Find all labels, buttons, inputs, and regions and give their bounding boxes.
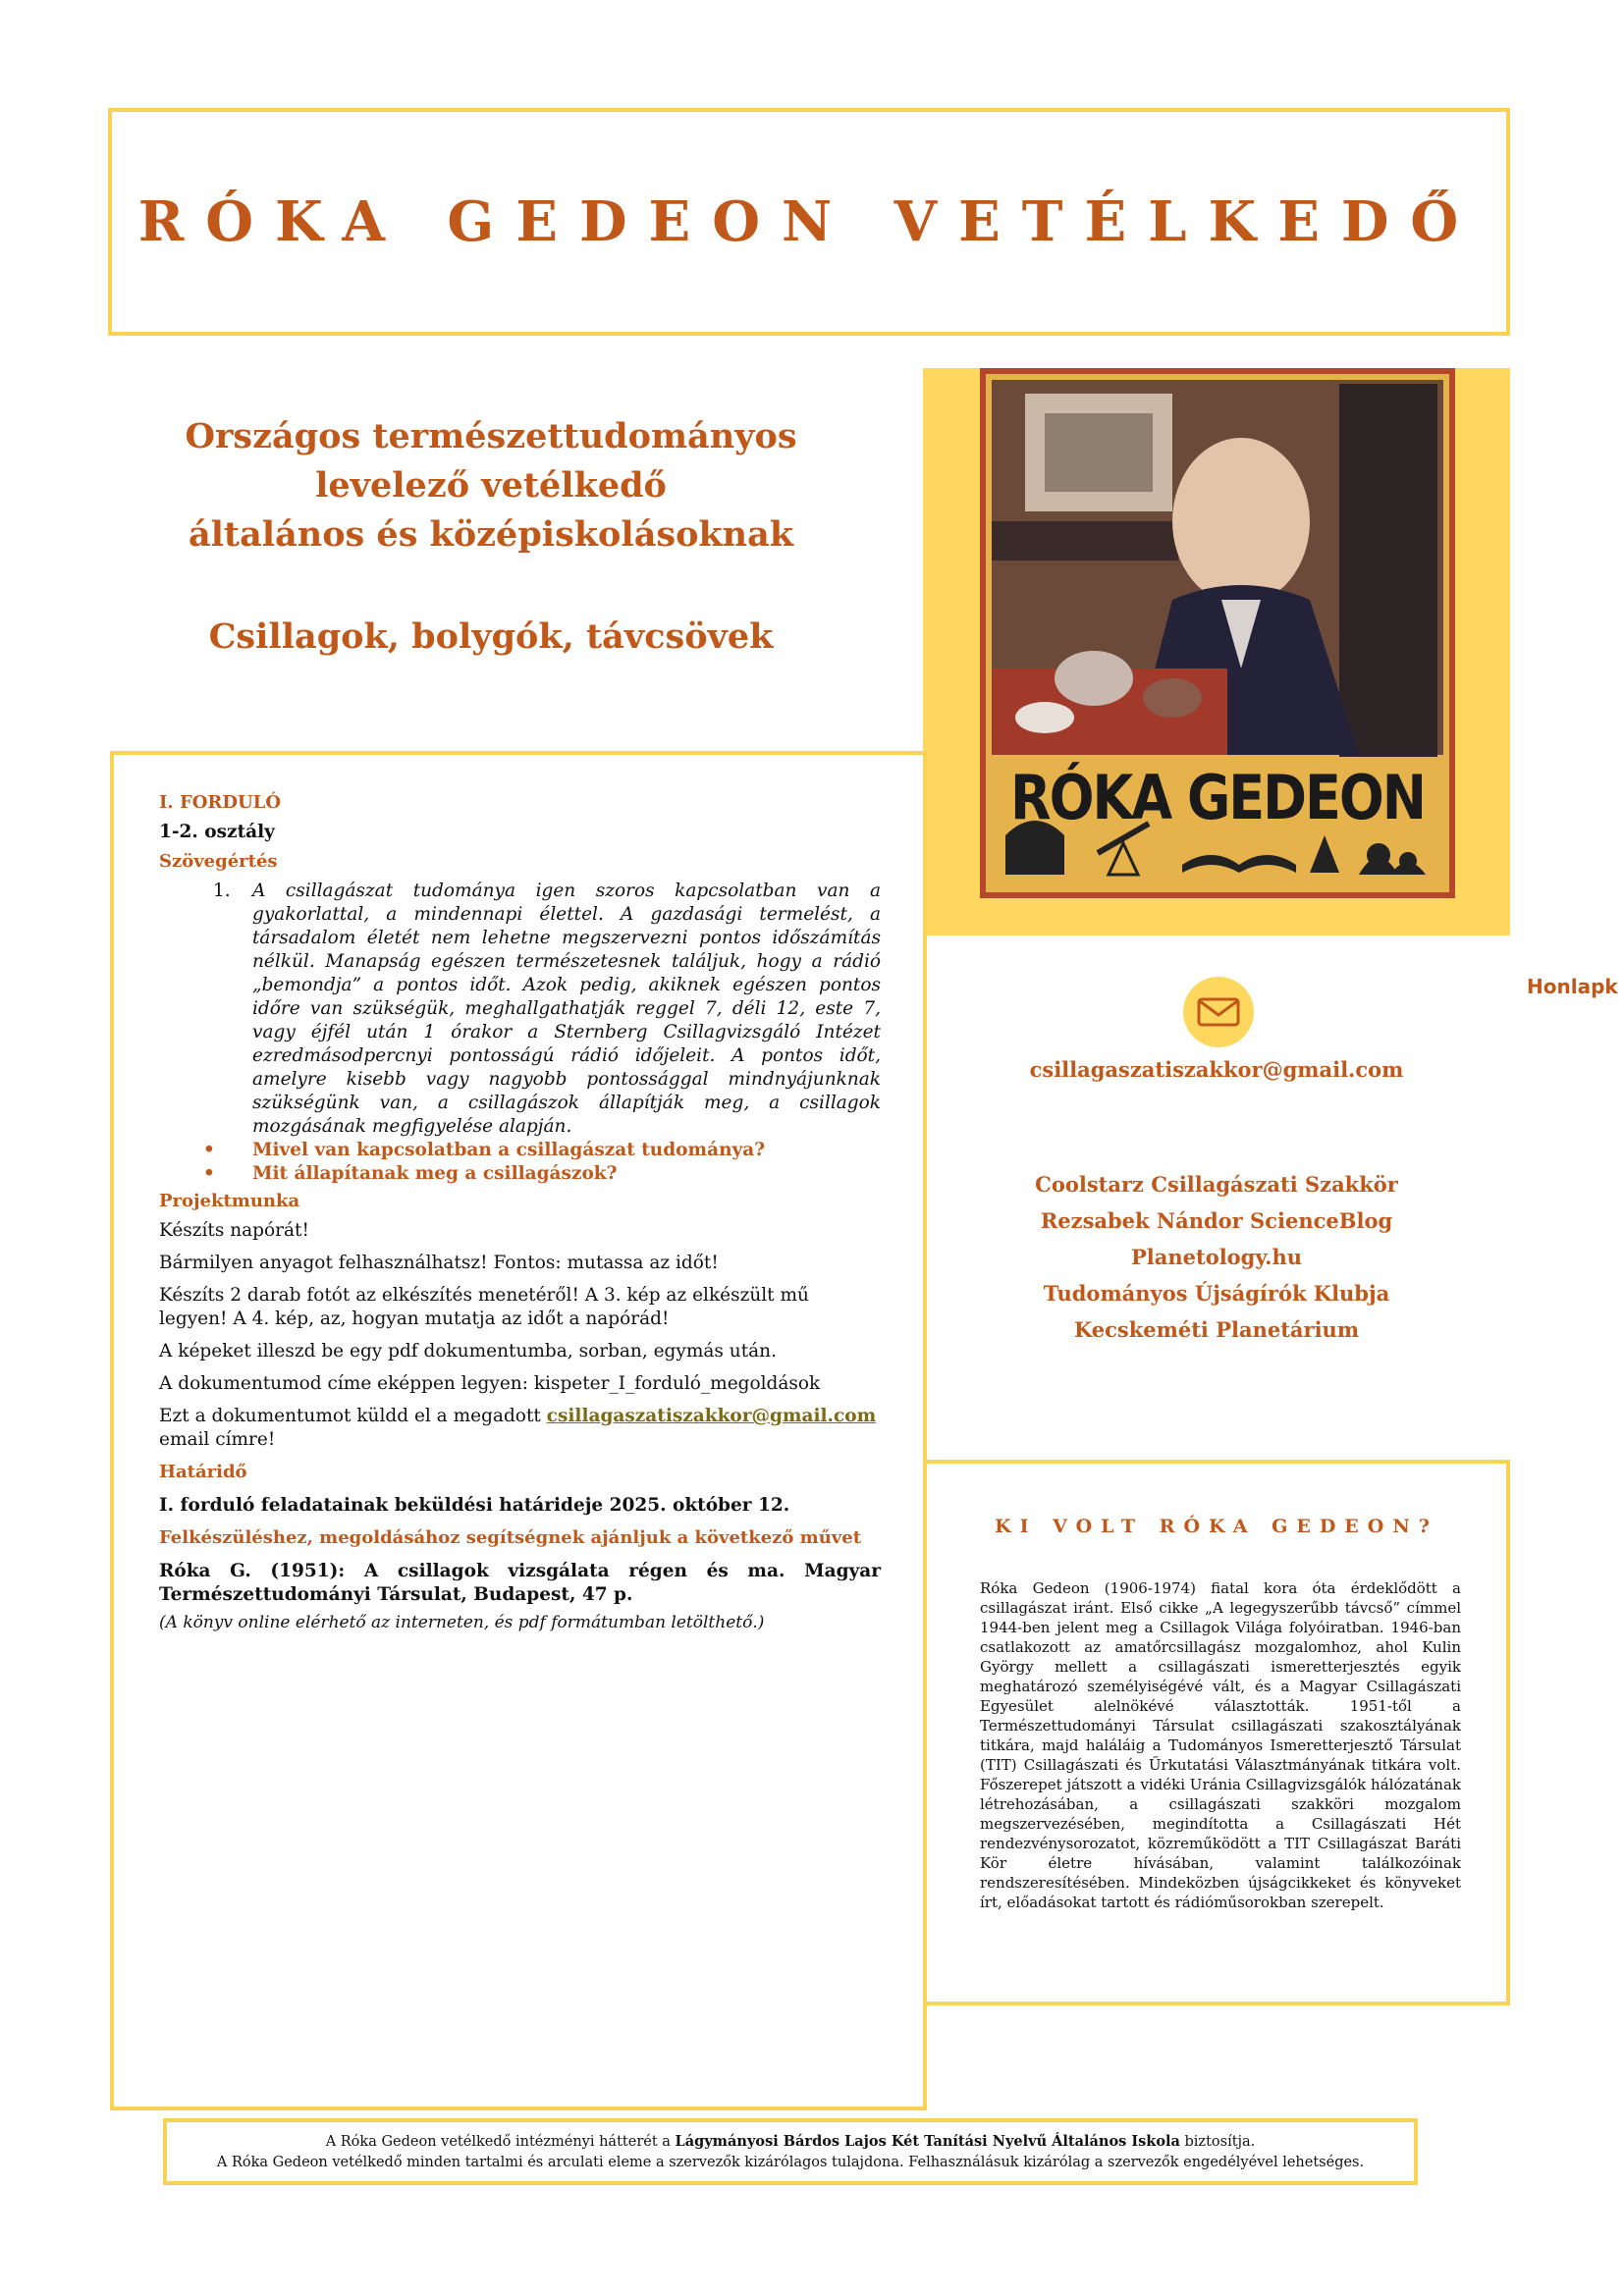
prep-heading: Felkészüléshez, megoldásához segítségnek ajánljuk a következő művet: [159, 1527, 862, 1548]
footer-line-1: [326, 2131, 1256, 2153]
footer-prefix: A Róka Gedeon vetélkedő intézményi hátterét a: [325, 2133, 671, 2150]
send-prefix: Ezt a dokumentumot küldd el a megadott: [159, 1406, 541, 1426]
about-text: Róka Gedeon (1906-1974) fiatal kora óta érdeklődött a csillagászat iránt. Első cikke „A legegyszerűbb távcső” címmel 1944-ben jelent meg a Csillagok Világa folyóiratban. 1946-ban csatlakozott az amatőrcsillagász mozgalomhoz, ahol Kulin György mellett a csillagászati ismeretterjesztés egyik meghatározó személyiségévé vált, és a Magyar Csillagászati Egyesület alelnökévé választották. 1951-től a Természettudományi Társulat csillagászati szakosztályának titkára, majd haláláig a Tudományos Ismeretterjesztő Társulat (TIT) Csillagászati és Űrkutatási Választmányának titkára volt. Főszerepet játszott a vidéki Uránia Csillagvizsgálók hálózatának létrehozásában, a csillagászati szakköri mozgalom megszervezésében, megindította a Csillagászati Hét rendezvénysorozatot, közreműködött a TIT Csillagászat Baráti Kör életre hívásában, valamint találkozóinak rendszeresítésében. Mindeközben újságcikkeket és könyveket írt, előadásokat tartott és rádióműsorokban szerepelt.: [980, 1579, 1461, 1911]
reading-item: [213, 880, 881, 1139]
project-line: Bármilyen anyagot felhasználhatsz! Fontos: mutassa az időt!: [159, 1253, 719, 1273]
project-line: A dokumentumod címe eképpen legyen: kispeter_I_forduló_megoldások: [159, 1373, 821, 1394]
about-title: KI VOLT RÓKA GEDEON?: [995, 1516, 1438, 1537]
title-box: [108, 108, 1510, 336]
reading-heading: Szövegértés: [159, 851, 278, 872]
grade-label: 1-2. osztály: [159, 822, 275, 842]
homepage-link[interactable]: Honlapk: [1527, 975, 1618, 998]
question-item: • Mit állapítanak meg a csillagászok?: [252, 1162, 881, 1186]
page-title: RÓKA GEDEON VETÉLKEDŐ: [137, 189, 1481, 254]
poster-name: RÓKA GEDEON: [1010, 762, 1425, 833]
round-content: [159, 785, 881, 1643]
question-item: • Mivel van kapcsolatban a csillagászat tudománya?: [252, 1139, 881, 1162]
contact-email[interactable]: csillagaszatiszakkor@gmail.com: [1029, 1057, 1404, 1082]
project-line: Készíts 2 darab fotót az elkészítés menetéről! A 3. kép az elkészült mű legyen! A 4. kép, az, hogyan mutatja az időt a napórád!: [159, 1285, 809, 1329]
organization-item: Kecskeméti Planetárium: [1073, 1317, 1360, 1342]
organization-item: Coolstarz Csillagászati Szakkör: [1035, 1172, 1398, 1197]
subtitle: [147, 412, 835, 560]
book-reference: Róka G. (1951): A csillagok vizsgálata régen és ma. Magyar Természettudományi Társulat, Budapest, 47 p.: [159, 1561, 881, 1605]
subtitle-line: Országos természettudományos: [185, 416, 797, 456]
send-suffix: email címre!: [159, 1429, 276, 1450]
subtitle-line: levelező vetélkedő: [315, 465, 667, 506]
item-number: 1.: [213, 881, 231, 901]
school-name: Lágymányosi Bárdos Lajos Két Tanítási Nyelvű Általános Iskola: [675, 2132, 1180, 2150]
round-heading: I. FORDULÓ: [159, 792, 282, 813]
topic-title: Csillagok, bolygók, távcsövek: [208, 616, 774, 657]
organization-item: Planetology.hu: [1130, 1245, 1303, 1269]
footer-suffix: biztosítja.: [1184, 2133, 1256, 2150]
deadline-heading: Határidő: [159, 1462, 247, 1482]
project-heading: Projektmunka: [159, 1191, 300, 1211]
project-line: Készíts napórát!: [159, 1220, 309, 1241]
deadline-text: I. forduló feladatainak beküldési határideje 2025. október 12.: [159, 1495, 790, 1516]
envelope-icon[interactable]: [1183, 977, 1254, 1047]
footer: [163, 2118, 1418, 2185]
subtitle-line: általános és középiskolásoknak: [188, 514, 794, 555]
organizations-list: [923, 1166, 1510, 1348]
book-note: (A könyv online elérhető az interneten, és pdf formátumban letölthető.): [159, 1613, 765, 1632]
reading-text: A csillagászat tudománya igen szoros kapcsolatban van a gyakorlattal, a mindennapi élettel. A gazdasági termelést, a társadalom életét nem lehetne megszervezni pontos időszámítás nélkül. Manapság egészen természetesnek találjuk, hogy a rádió „bemondja” a pontos időt. Azok pedig, akiknek egészen pontos időre van szükségük, meghallgathatják reggel 7, déli 12, este 7, vagy éjfél után 1 órakor a Sternberg Csillagvizsgáló Intézet ezredmásodpercnyi pontosságú rádió időjeleit. A pontos időt, amelyre kisebb vagy nagyobb pontossággal mindnyájunknak szükségünk van, a csillagászok állapítják meg, a csillagok mozgásának megfigyelése alapján.: [252, 881, 881, 1137]
project-line: A képeket illeszd be egy pdf dokumentumba, sorban, egymás után.: [159, 1341, 777, 1362]
poster-image: [980, 368, 1455, 898]
organization-item: Tudományos Újságírók Klubja: [1043, 1281, 1390, 1306]
send-email-link[interactable]: csillagaszatiszakkor@gmail.com: [546, 1406, 877, 1426]
organization-item: Rezsabek Nándor ScienceBlog: [1040, 1208, 1393, 1233]
send-instruction: [159, 1405, 881, 1452]
footer-line-2: A Róka Gedeon vetélkedő minden tartalmi és arculati eleme a szervezők kizárólagos tulajdona. Felhasználásuk kizárólag a szervezők engedélyével lehetséges.: [216, 2154, 1365, 2170]
